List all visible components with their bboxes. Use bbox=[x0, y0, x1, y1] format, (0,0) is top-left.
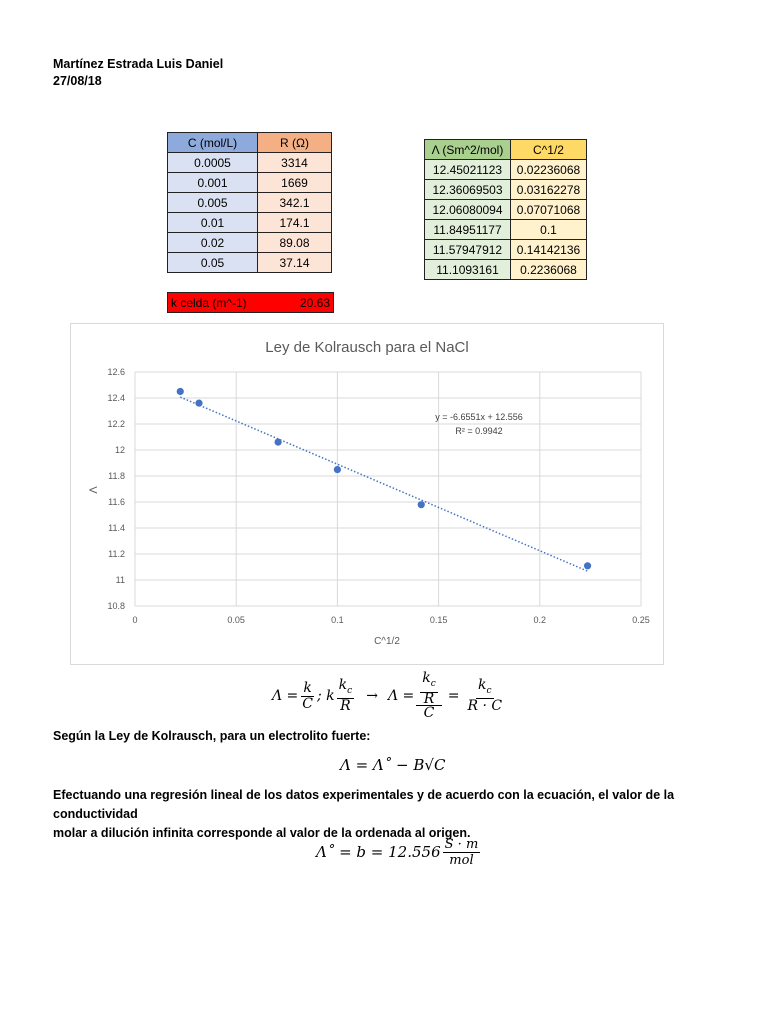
data-point bbox=[195, 400, 202, 407]
table-cell: 3314 bbox=[258, 153, 332, 173]
y-tick-label: 11.8 bbox=[108, 471, 125, 481]
fraction bbox=[416, 671, 442, 721]
column-header: Λ (Sm^2/mol) bbox=[425, 140, 511, 160]
eq-term: R · C bbox=[467, 698, 503, 715]
table-cell: 0.14142136 bbox=[511, 240, 587, 260]
table-cell: 0.02236068 bbox=[511, 160, 587, 180]
table-row bbox=[425, 160, 587, 180]
x-tick-label: 0.2 bbox=[533, 615, 547, 625]
table-row bbox=[168, 153, 332, 173]
y-tick-label: 12.4 bbox=[107, 393, 125, 403]
eq-term: C bbox=[302, 695, 314, 712]
table-cell: 0.03162278 bbox=[511, 180, 587, 200]
equation-kohlrausch-law: Λ = Λ˚ − B√C bbox=[340, 756, 446, 774]
table-cell: 1669 bbox=[258, 173, 332, 193]
eq-term bbox=[337, 678, 355, 700]
eq-term bbox=[416, 671, 442, 706]
y-tick-label: 12 bbox=[114, 445, 125, 455]
table-cell: 12.06080094 bbox=[425, 200, 511, 220]
table-row bbox=[168, 213, 332, 233]
cell-constant-box bbox=[167, 292, 334, 313]
fraction bbox=[443, 837, 481, 868]
table-row bbox=[425, 260, 587, 280]
y-tick-label: 11.4 bbox=[108, 523, 125, 533]
table-cell: 37.14 bbox=[258, 253, 332, 273]
fraction bbox=[420, 671, 438, 705]
eq-term: Λ˚ = b = 12.556 bbox=[316, 843, 441, 861]
equation-limiting-conductivity bbox=[316, 832, 482, 872]
y-tick-label: 11 bbox=[115, 575, 125, 585]
eq-term: C bbox=[423, 704, 435, 721]
table-cell: 0.005 bbox=[168, 193, 258, 213]
y-tick-label: 11.6 bbox=[108, 497, 125, 507]
eq-subscript: c bbox=[486, 685, 492, 696]
eq-term: Λ = bbox=[272, 688, 299, 704]
table-cell: 11.57947912 bbox=[425, 240, 511, 260]
y-tick-label: 12.6 bbox=[107, 367, 125, 377]
table-row bbox=[168, 173, 332, 193]
y-tick-label: 11.2 bbox=[108, 549, 125, 559]
author-name: Martínez Estrada Luis Daniel bbox=[53, 57, 224, 71]
x-axis-label: C^1/2 bbox=[374, 636, 400, 647]
table-row bbox=[425, 240, 587, 260]
table-cell: 12.36069503 bbox=[425, 180, 511, 200]
equation-kohlrausch-definition bbox=[272, 672, 506, 720]
data-point bbox=[334, 466, 341, 473]
data-point bbox=[177, 388, 184, 395]
table-cell: 0.0005 bbox=[168, 153, 258, 173]
table-row bbox=[168, 233, 332, 253]
eq-term bbox=[476, 678, 494, 700]
eq-subscript: c bbox=[347, 685, 353, 696]
table-row bbox=[168, 193, 332, 213]
paragraph-line: Efectuando una regresión lineal de los datos experimentales y de acuerdo con la ecuación, el valor de la conductividad bbox=[53, 788, 675, 821]
eq-term: R bbox=[340, 698, 351, 715]
eq-arrow: → bbox=[366, 688, 378, 704]
paragraph-line: molar a dilución infinita corresponde al valor de la ordenada al origen. bbox=[53, 826, 471, 840]
table-cell: 0.01 bbox=[168, 213, 258, 233]
table-row bbox=[425, 220, 587, 240]
table-row bbox=[168, 253, 332, 273]
eq-term: ; k bbox=[317, 688, 335, 704]
x-tick-label: 0.1 bbox=[331, 615, 344, 625]
cell-constant-label: k celda (m^-1) bbox=[171, 295, 247, 310]
x-tick-label: 0.25 bbox=[632, 615, 650, 625]
eq-term: k bbox=[478, 676, 487, 693]
table-cell: 0.02 bbox=[168, 233, 258, 253]
data-point bbox=[418, 501, 425, 508]
chart-frame bbox=[70, 323, 664, 665]
eq-term: R bbox=[423, 690, 435, 707]
table-cell: 0.2236068 bbox=[511, 260, 587, 280]
trendline bbox=[180, 397, 587, 571]
table-cell: 174.1 bbox=[258, 213, 332, 233]
y-tick-label: 10.8 bbox=[107, 601, 125, 611]
trendline-r2: R² = 0.9942 bbox=[455, 426, 503, 436]
eq-term: = bbox=[447, 688, 460, 704]
column-header: R (Ω) bbox=[258, 133, 332, 153]
data-point bbox=[584, 562, 591, 569]
table-cell: 89.08 bbox=[258, 233, 332, 253]
fraction bbox=[466, 678, 505, 715]
table-cell: 11.84951177 bbox=[425, 220, 511, 240]
eq-subscript: c bbox=[430, 678, 436, 689]
eq-term: Λ = bbox=[387, 688, 415, 704]
table-cell: 12.45021123 bbox=[425, 160, 511, 180]
eq-term: S · m bbox=[444, 836, 479, 852]
table-cell: 0.05 bbox=[168, 253, 258, 273]
table-row bbox=[425, 180, 587, 200]
column-header: C^1/2 bbox=[511, 140, 587, 160]
eq-term: k bbox=[303, 679, 312, 696]
chart-title: Ley de Kolrausch para el NaCl bbox=[265, 339, 469, 356]
y-axis-label: Λ bbox=[88, 486, 100, 494]
table-row bbox=[425, 200, 587, 220]
paragraph-strong-electrolyte: Según la Ley de Kolrausch, para un electrolito fuerte: bbox=[53, 729, 371, 743]
y-tick-label: 12.2 bbox=[107, 419, 125, 429]
table-cell: 0.1 bbox=[511, 220, 587, 240]
cell-constant-value: 20.63 bbox=[299, 295, 330, 310]
table-cell: 11.1093161 bbox=[425, 260, 511, 280]
concentration-resistance-table bbox=[167, 132, 332, 273]
table-cell: 342.1 bbox=[258, 193, 332, 213]
fraction bbox=[300, 681, 315, 712]
eq-term bbox=[420, 671, 438, 693]
data-point bbox=[275, 438, 282, 445]
eq-term: k bbox=[338, 676, 348, 693]
conductivity-sqrtc-table bbox=[424, 139, 587, 280]
x-tick-label: 0.05 bbox=[227, 615, 245, 625]
x-tick-label: 0 bbox=[132, 615, 138, 625]
column-header: C (mol/L) bbox=[168, 133, 258, 153]
scatter-chart bbox=[71, 324, 663, 664]
table-cell: 0.001 bbox=[168, 173, 258, 193]
eq-term: k bbox=[422, 670, 431, 687]
table-cell: 0.07071068 bbox=[511, 200, 587, 220]
document-date: 27/08/18 bbox=[53, 74, 102, 88]
eq-term: mol bbox=[449, 852, 474, 868]
x-tick-label: 0.15 bbox=[429, 615, 448, 625]
trendline-equation: y = -6.6551x + 12.556 bbox=[435, 412, 523, 422]
fraction bbox=[337, 678, 355, 715]
